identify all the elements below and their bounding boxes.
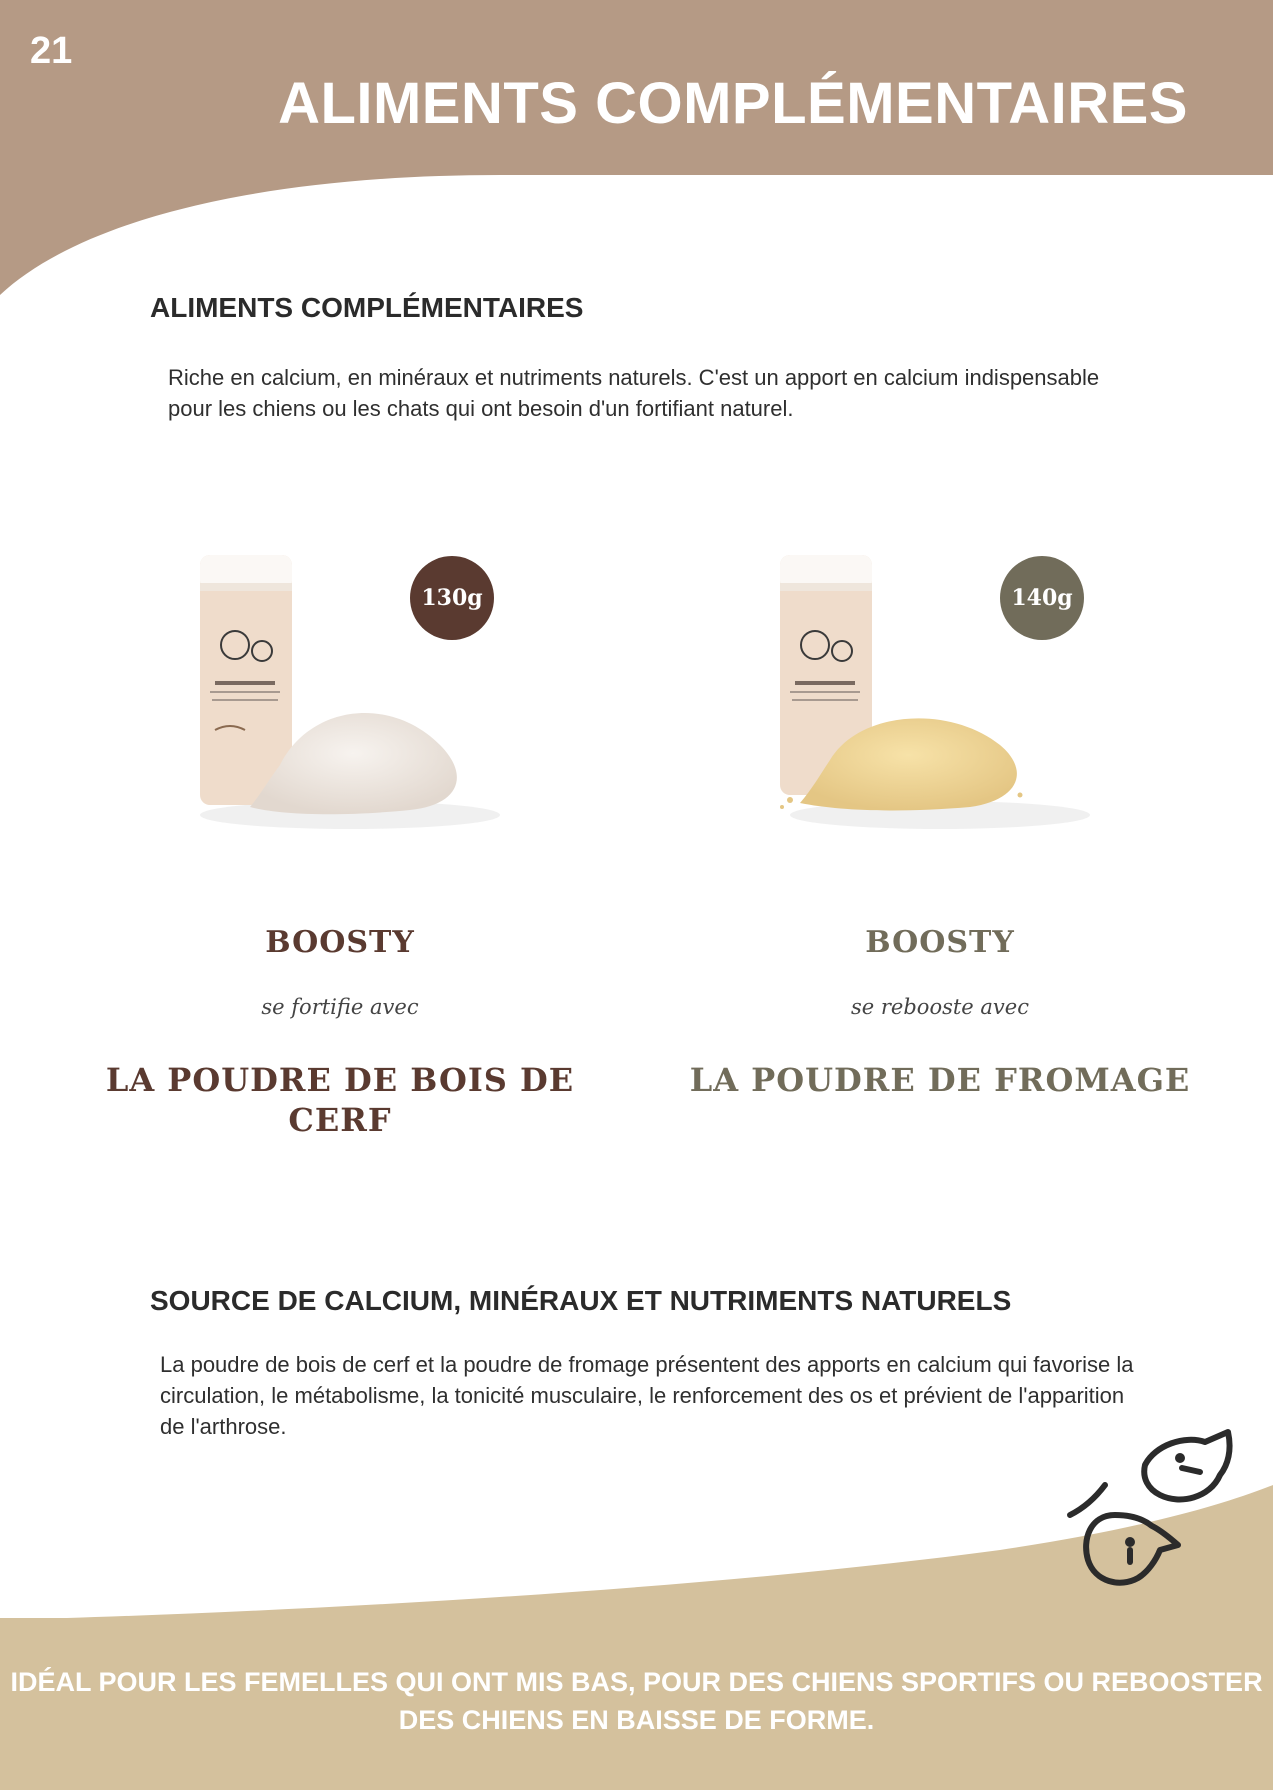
product-name: BOOSTY — [865, 925, 1015, 960]
weight-badge: 130g — [410, 556, 494, 640]
footer-text: IDÉAL POUR LES FEMELLES QUI ONT MIS BAS, POUR DES CHIENS SPORTIFS OU REBOOSTER DES CHIENS EN BAISSE DE FORME. — [10, 1667, 1263, 1735]
page-number: 21 — [30, 30, 73, 72]
dog-cat-mascot-icon — [1060, 1420, 1240, 1600]
product-powder: LA POUDRE DE FROMAGE — [689, 1061, 1191, 1099]
page-title: ALIMENTS COMPLÉMENTAIRES — [278, 71, 1188, 136]
intro-title: ALIMENTS COMPLÉMENTAIRES — [150, 292, 584, 323]
header-background — [0, 0, 1273, 300]
intro-text: Riche en calcium, en minéraux et nutriments naturels. C'est un apport en calcium indispensable pour les chiens ou les chats qui ont besoin d'un fortifiant naturel. — [168, 365, 1100, 421]
source-text: La poudre de bois de cerf et la poudre de fromage présentent des apports en calcium qui favorise la circulation, le métabolisme, la tonicité musculaire, le renforcement des os et prévient de l'apparition de l'arthrose. — [160, 1352, 1134, 1439]
product-card-cheese — [660, 545, 1220, 1165]
product-card-deer-antler — [60, 545, 620, 1165]
product-name: BOOSTY — [265, 925, 415, 960]
product-powder: LA POUDRE DE BOIS DE CERF — [105, 1061, 575, 1139]
source-title: SOURCE DE CALCIUM, MINÉRAUX ET NUTRIMENTS NATURELS — [150, 1285, 1012, 1316]
product-connector: se fortifie avec — [261, 995, 419, 1019]
weight-badge: 140g — [1000, 556, 1084, 640]
product-connector: se rebooste avec — [851, 995, 1029, 1019]
